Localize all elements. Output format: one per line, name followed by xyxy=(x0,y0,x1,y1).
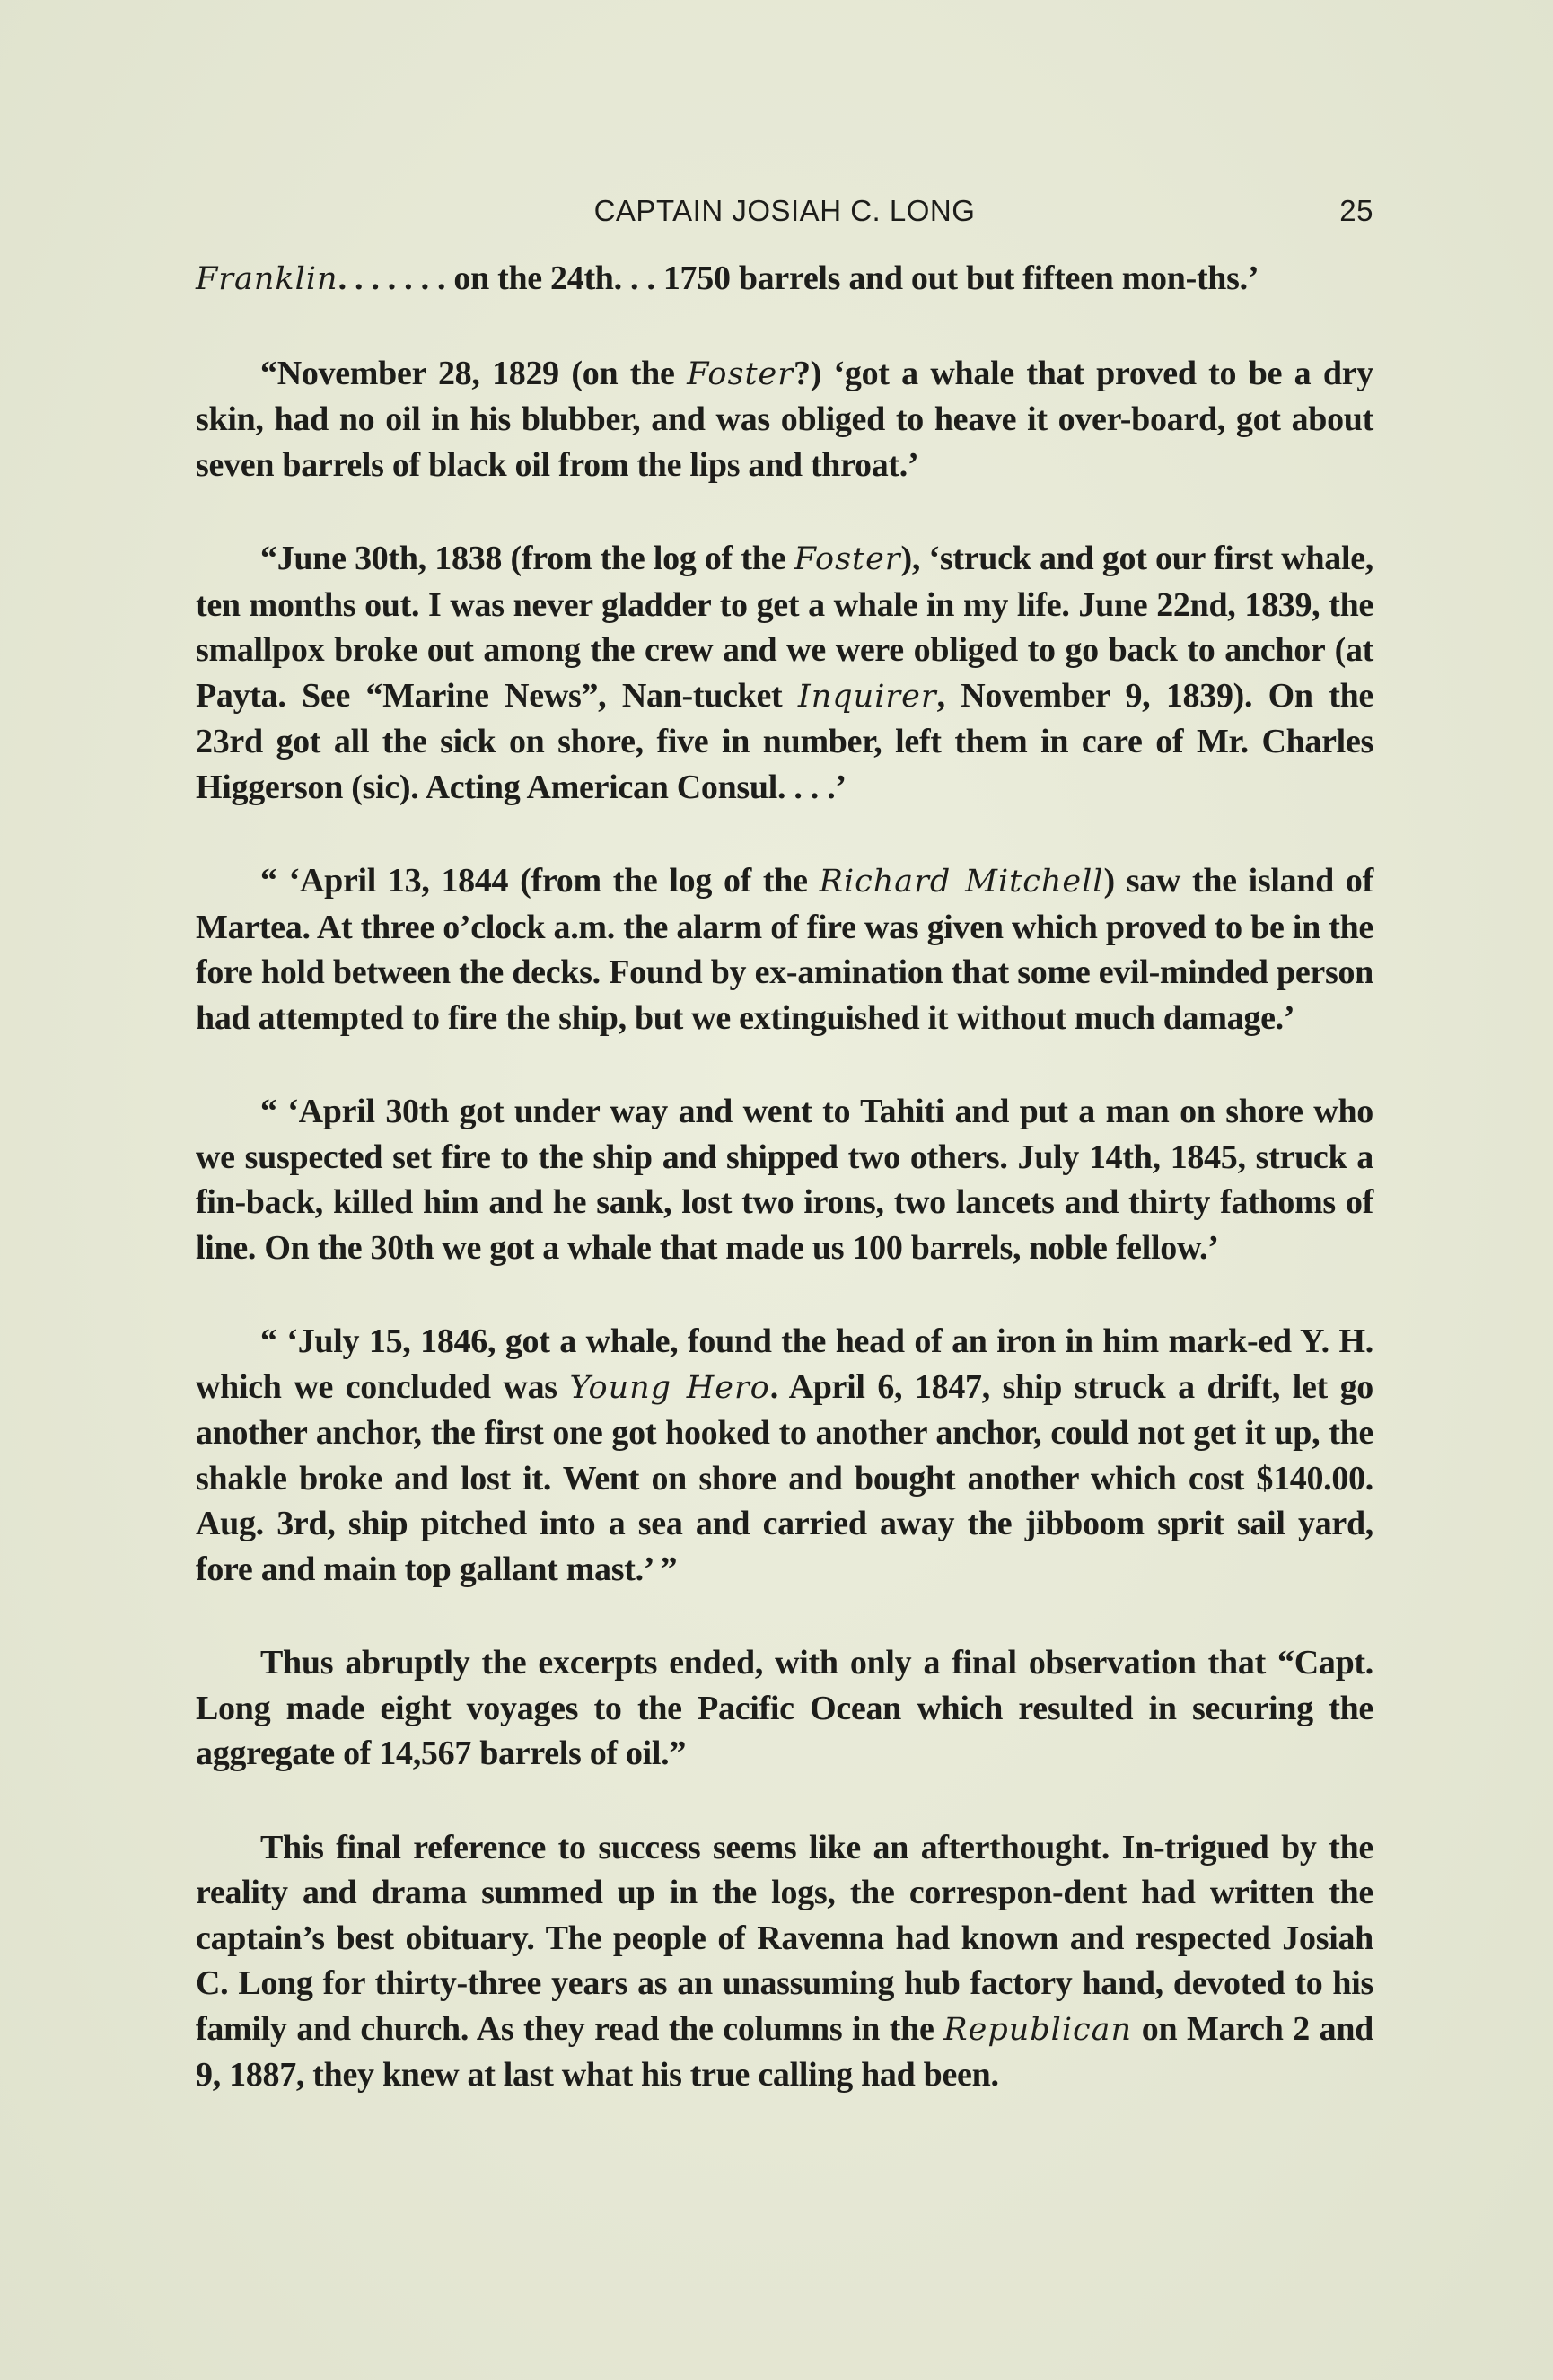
text-segment: “June 30th, 1838 (from the log of the xyxy=(260,540,794,577)
text-segment: on March 2 and 9, 1887, they knew at last what his true calling had been. xyxy=(196,2009,1373,2094)
newspaper-name: Republican xyxy=(943,2011,1133,2048)
paragraph-3 xyxy=(196,536,1373,810)
newspaper-name: Inquirer xyxy=(797,678,937,715)
ship-name: Young Hero xyxy=(569,1369,770,1406)
text-segment: . . . . . . . on the 24th. . . 1750 barrels and out but fifteen mon-ths.’ xyxy=(338,259,1259,297)
paragraph-4 xyxy=(196,858,1373,1041)
ship-name: Foster xyxy=(687,356,794,392)
paragraph-1 xyxy=(196,256,1373,303)
page-body xyxy=(196,256,1373,2098)
text-segment: , November 9, 1839). On the 23rd got all the sick on shore, five in number, left them in care of Mr. Charles Higgerson (sic). Acting American Consul. . . .’ xyxy=(196,676,1373,806)
paragraph-5 xyxy=(196,1089,1373,1270)
text-segment: This final reference to success seems like an afterthought. In-trigued by the reality and drama summed up in the logs, the correspon-dent had written the captain’s best obituary. The people of Ravenna had known and respected Josiah C. Long for thirty-three years as an unassuming hub factory hand, devoted to his family and church. As they read the columns in the xyxy=(196,1828,1373,2048)
text-segment: ?) ‘got a whale that proved to be a dry skin, had no oil in his blubber, and was obliged to heave it over-board, got about seven barrels of black oil from the lips and throat.’ xyxy=(196,354,1373,484)
text-segment: Thus abruptly the excerpts ended, with only a final observation that “Capt. Long made eight voyages to the Pacific Ocean which resulted in securing the aggregate of 14,567 barrels of oil.” xyxy=(196,1644,1373,1772)
page-header xyxy=(196,187,1373,237)
text-segment: ) saw the island of Martea. At three o’clock a.m. the alarm of fire was given which proved to be in the fore hold between the decks. Found by ex-amination that some evil-minded person had attempted to fire the ship, but we extinguished it without much damage.’ xyxy=(196,862,1373,1037)
ship-name: Foster xyxy=(794,541,901,577)
text-segment: . April 6, 1847, ship struck a drift, let go another anchor, the first one got hooked to another anchor, could not get it up, the shakle broke and lost it. Went on shore and bought another which cost $140.00. Aug. 3rd, ship pitched into a sea and carried away the jibboom sprit sail yard, fore and main top gallant mast.’ ” xyxy=(196,1367,1374,1588)
paragraph-7 xyxy=(196,1640,1373,1777)
text-segment: “November 28, 1829 (on the xyxy=(260,354,688,392)
text-segment: “ ‘April 30th got under way and went to Tahiti and put a man on shore who we suspected set fire to the ship and shipped two others. July 14th, 1845, struck a fin-back, killed him and he sank, lost two irons, two lancets and thirty fathoms of line. On the 30th we got a whale that made us 100 barrels, noble fellow.’ xyxy=(196,1093,1373,1267)
page-number: 25 xyxy=(1339,194,1373,227)
paragraph-8 xyxy=(196,1825,1373,2098)
ship-name: Richard Mitchell xyxy=(819,864,1104,900)
paragraph-6 xyxy=(196,1319,1373,1592)
running-head: CAPTAIN JOSIAH C. LONG xyxy=(593,194,976,227)
paragraph-2 xyxy=(196,351,1373,488)
text-segment: “ ‘April 13, 1844 (from the log of the xyxy=(260,862,820,900)
text-segment: ), ‘struck and got our first whale, ten months out. I was never gladder to get a whale in my life. June 22nd, 1839, the smallpox broke out among the crew and we were obliged to go back to anchor (at Payta. See “Marine News”, Nan-tucket xyxy=(196,540,1374,715)
text-segment: “ ‘July 15, 1846, got a whale, found the head of an iron in him mark-ed Y. H. which we concluded was xyxy=(196,1322,1373,1406)
ship-name: Franklin xyxy=(196,261,338,297)
